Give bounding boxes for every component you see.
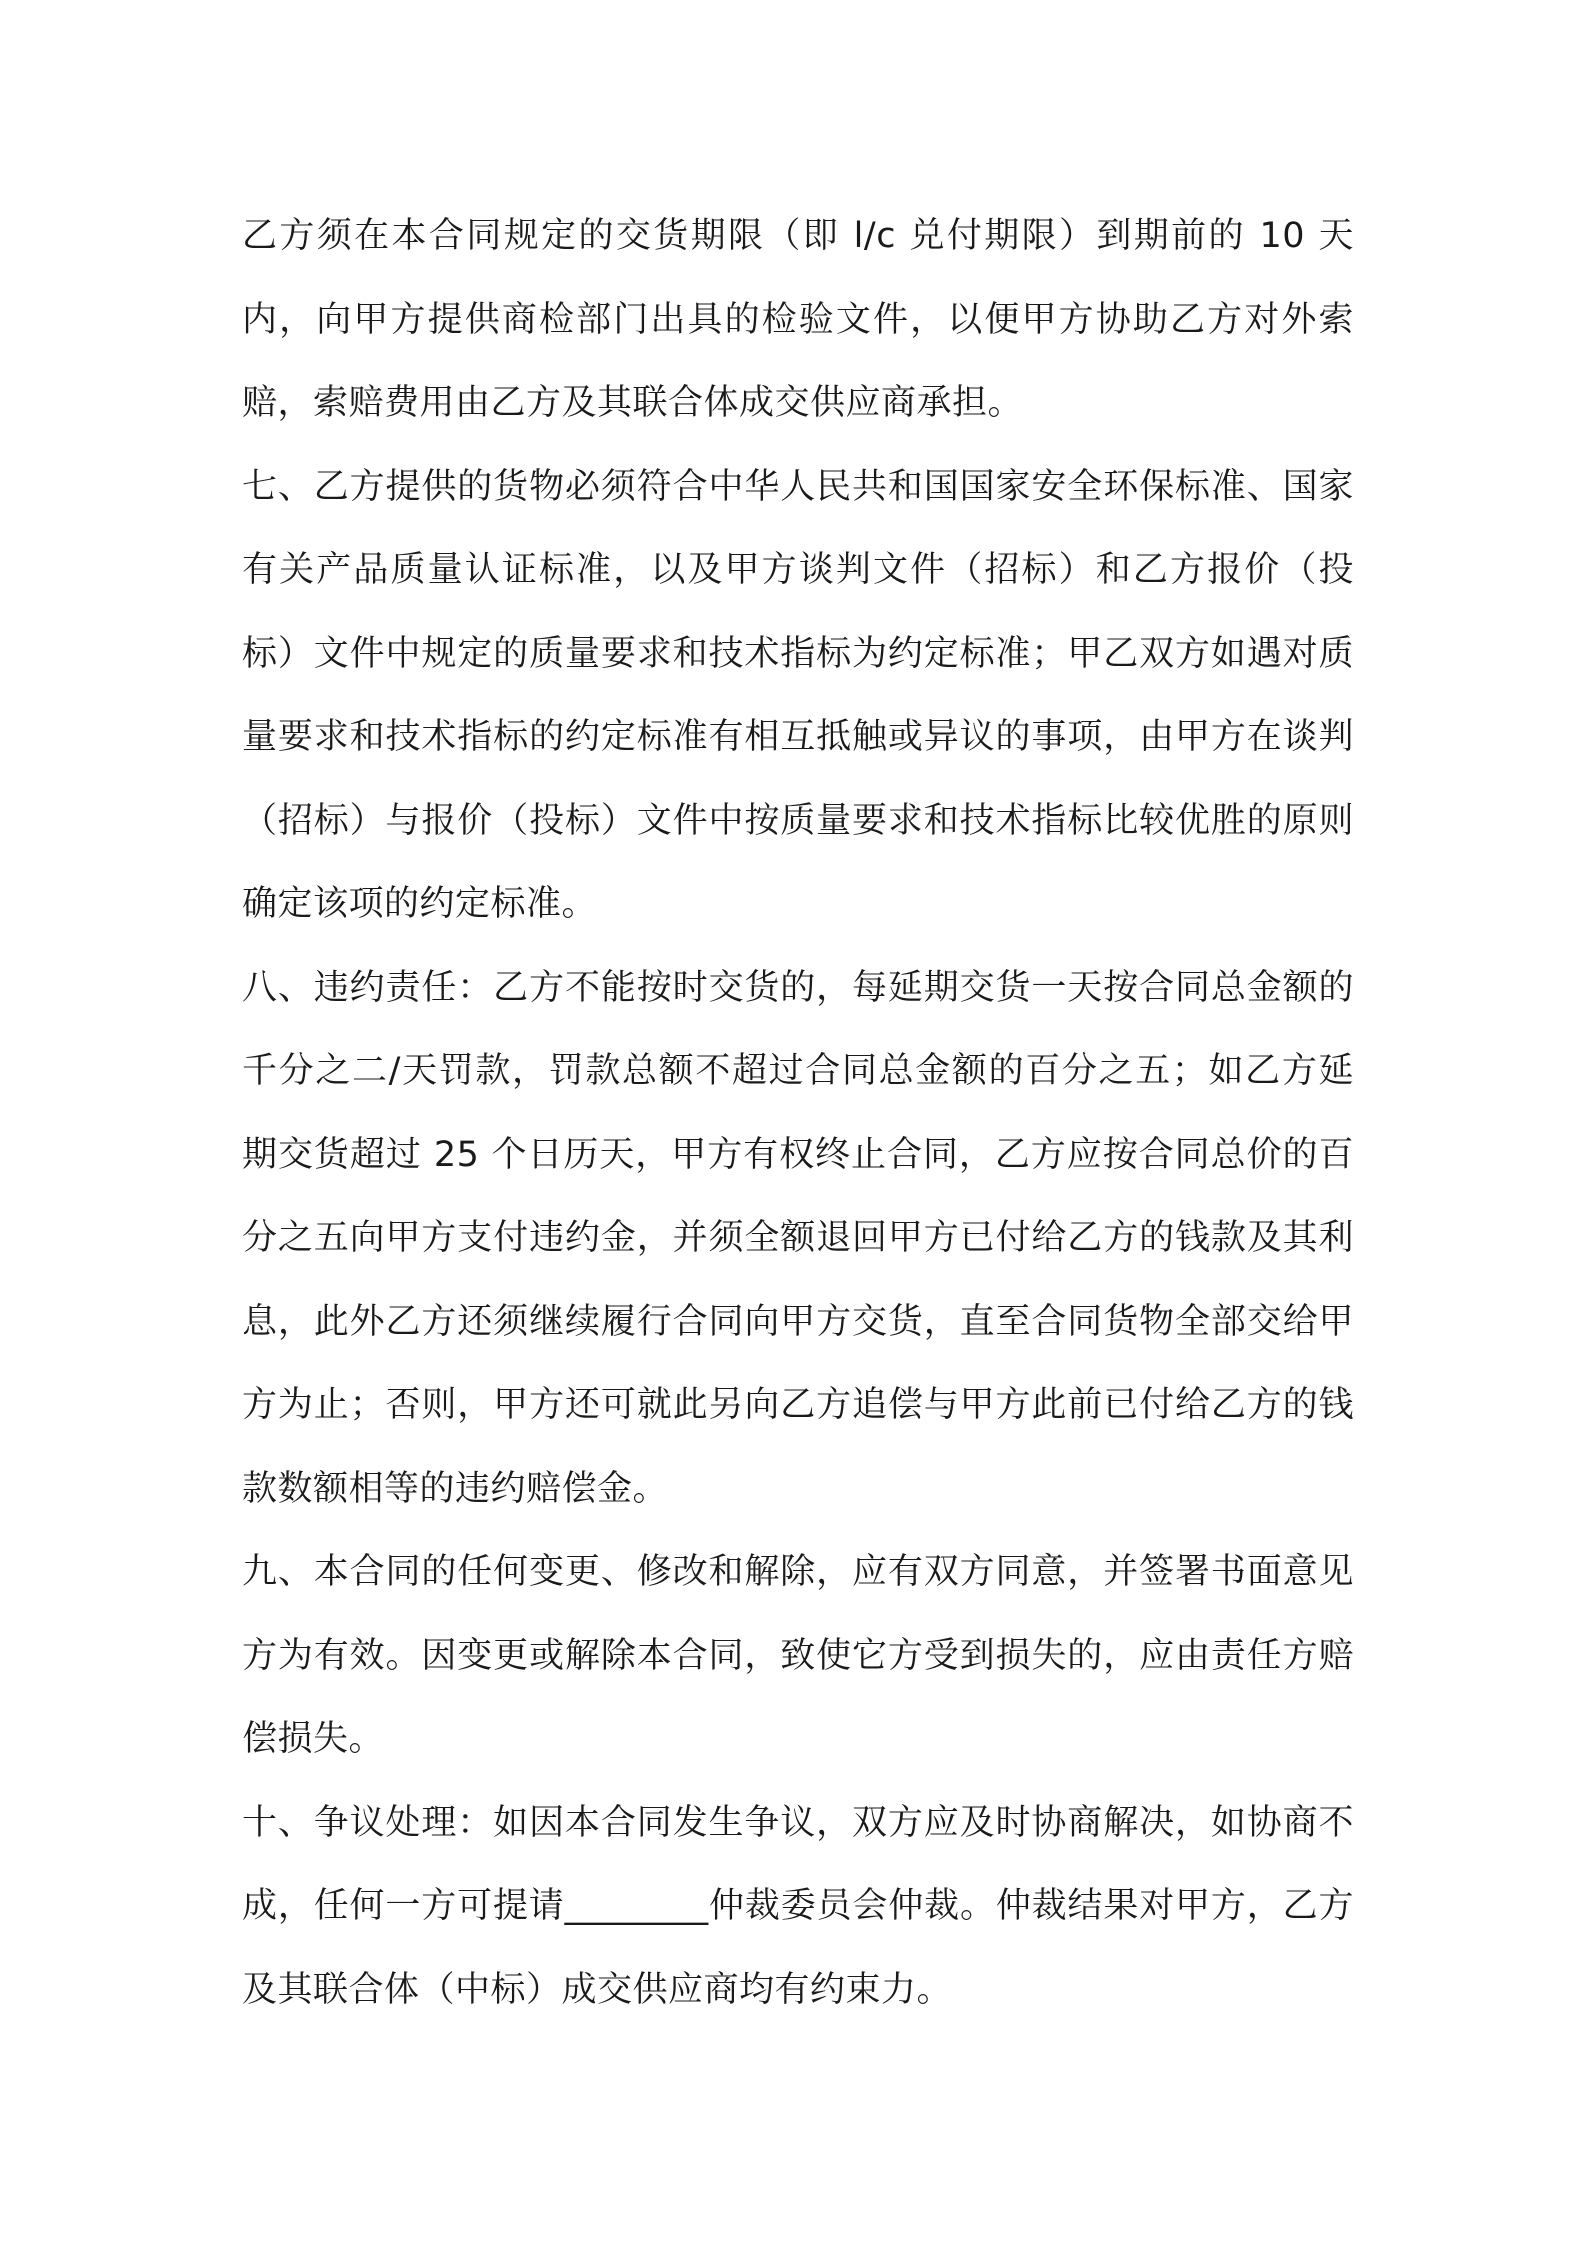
paragraph-clause-7-quality-standards: 七、乙方提供的货物必须符合中华人民共和国国家安全环保标准、国家有关产品质量认证标准，以及甲方谈判文件（招标）和乙方报价（投标）文件中规定的质量要求和技术指标为约定标准；甲乙双方如遇对质量要求和技术指标的约定标准有相互抵触或异议的事项，由甲方在谈判（招标）与报价（投标）文件中按质量要求和技术指标比较优胜的原则确定该项的约定标准。 <box>242 466 1354 924</box>
paragraph-inspection-claims: 乙方须在本合同规定的交货期限（即 l/c 兑付期限）到期前的 10 天内，向甲方提供商检部门出具的检验文件，以便甲方协助乙方对外索赔，索赔费用由乙方及其联合体成交供应商承担。 <box>242 216 1354 423</box>
document-body <box>242 195 1354 2032</box>
paragraph-clause-10-dispute-resolution: 十、争议处理：如因本合同发生争议，双方应及时协商解决，如协商不成，任何一方可提请________仲裁委员会仲裁。仲裁结果对甲方，乙方及其联合体（中标）成交供应商均有约束力。 <box>242 1802 1354 2010</box>
paragraph-clause-8-breach-liability: 八、违约责任：乙方不能按时交货的，每延期交货一天按合同总金额的千分之二/天罚款，罚款总额不超过合同总金额的百分之五；如乙方延期交货超过 25 个日历天，甲方有权终止合同，乙方应按合同总价的百分之五向甲方支付违约金，并须全额退回甲方已付给乙方的钱款及其利息，此外乙方还须继续履行合同向甲方交货，直至合同货物全部交给甲方为止；否则，甲方还可就此另向乙方追偿与甲方此前已付给乙方的钱款数额相等的违约赔偿金。 <box>242 967 1354 1509</box>
paragraph-clause-9-amendments: 九、本合同的任何变更、修改和解除，应有双方同意，并签署书面意见方为有效。因变更或解除本合同，致使它方受到损失的，应由责任方赔偿损失。 <box>242 1552 1354 1759</box>
